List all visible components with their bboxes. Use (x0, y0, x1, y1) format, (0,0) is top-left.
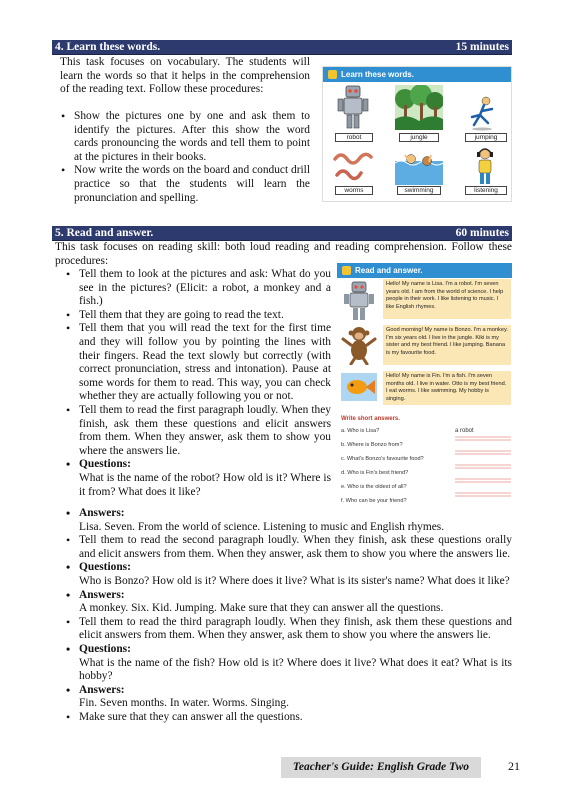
questions-3: What is the name of the fish? How old is it? Where does it live? What does it eat? What is its hobby? (79, 656, 512, 683)
list-item: • Tell them that they are going to read the text. (79, 309, 331, 323)
section-5-header (52, 226, 512, 241)
word-card-jungle: jungle (399, 133, 439, 142)
answer-lines (455, 435, 511, 505)
story-paragraph-1: Hello! My name is Lisa. I'm a robot. I'm seven years old. I am from the world of science. I help people in their work. I like listening to music. I like English rhymes. (383, 279, 511, 319)
monkey-icon (341, 325, 377, 365)
answers-1: Lisa. Seven. From the world of science. Listening to music and English rhymes. (79, 520, 445, 533)
listening-icon (471, 147, 499, 185)
answers-label: • Answers: (79, 684, 512, 698)
example-answer: a robot (455, 428, 474, 434)
list-item: • Tell them to read the third paragraph loudly. When they finish, ask them these questions and elicit answers from them. When they answer, ask them to show you where the answers lie. (79, 616, 512, 643)
questions-text-3 (79, 657, 512, 684)
list-item: • Tell them to look at the pictures and ask: What do you see in the pictures? (Elicit: a robot, a monkey and a fish.) (79, 268, 331, 309)
robot-icon (343, 281, 375, 321)
answers-2: A monkey. Six. Kid. Jumping. Make sure that they can answer all the questions. (79, 602, 444, 615)
answers-label: • Answers: (79, 589, 512, 603)
answers-3: Fin. Seven months. In water. Worms. Singing. (79, 697, 289, 710)
section-5-bullets-narrow (79, 268, 331, 499)
questions-label: • Questions: (79, 561, 512, 575)
list-item: • Tell them to read the first paragraph loudly. When they finish, ask them these questions and elicit answers from them. When they answer, ask them to show you where the answers lie. (79, 404, 331, 458)
worksheet-question-d: d. Who is Fin's best friend? (341, 470, 409, 476)
learn-words-figure (322, 66, 512, 202)
answers-text-1 (79, 521, 512, 535)
worksheet-question-e: e. Who is the oldest of all? (341, 484, 407, 490)
fish-icon (341, 373, 377, 401)
jungle-icon (395, 85, 443, 130)
questions-1: What is the name of the robot? How old is it? Where is it from? What does it like? (79, 471, 331, 498)
answers-text-2 (79, 602, 512, 616)
worksheet-question-b: b. Where is Bonzo from? (341, 442, 403, 448)
read-answer-figure-heading: Read and answer. (337, 263, 512, 278)
page-number: 21 (508, 759, 520, 773)
word-card-worms: worms (335, 186, 373, 195)
swimming-icon (395, 147, 443, 185)
section-5-title: 5. Read and answer. (55, 227, 154, 239)
questions-text-1 (79, 472, 331, 499)
section-4-intro: This task focuses on vocabulary. The students will learn the words so that it helps in the comprehension of the reading text. Follow these procedures: (60, 56, 310, 96)
worksheet-question-a: a. Who is Lisa? (341, 428, 380, 434)
questions-text-2 (79, 575, 512, 589)
section-4-header (52, 40, 512, 55)
learn-words-figure-heading: Learn these words. (323, 67, 511, 82)
read-answer-figure (337, 263, 512, 508)
list-item: • Now write the words on the board and conduct drill practice so that the students will learn the pronunciation and spelling. (74, 164, 310, 205)
worksheet-question-f: f. Who can be your friend? (341, 498, 407, 504)
questions-label: • Questions: (79, 458, 331, 472)
list-item: • Tell them to read the second paragraph loudly. When they finish, ask these questions orally and elicit answers from them. When they answer, ask them to show you where the answers lie. (79, 534, 512, 561)
story-paragraph-3: Hello! My name is Fin. I'm a fish. I'm seven months old. I live in water. Otto is my best friend. I eat worms. I like swimming. My hobby is singing. (383, 371, 511, 405)
word-card-listening: listening (465, 186, 507, 195)
section-4-title: 4. Learn these words. (55, 41, 161, 53)
section-5-time: 60 minutes (455, 227, 509, 239)
list-item: • Make sure that they can answer all the questions. (79, 711, 512, 725)
word-card-jumping: jumping (465, 133, 507, 142)
section-4-time: 15 minutes (455, 41, 509, 53)
story-paragraph-2: Good morning! My name is Bonzo. I'm a monkey. I'm six years old. I live in the jungle. Kiki is my sister and my best friend. I like jumping. Banana is my favourite food. (383, 325, 511, 365)
section-4-bullets (74, 110, 310, 205)
worksheet-question-c: c. What's Bonzo's favourite food? (341, 456, 424, 462)
list-item: • Show the pictures one by one and ask them to identify the pictures. After this show the word cards pronouncing the words and tell them to point at the pictures in their books. (74, 110, 310, 164)
worms-icon (331, 149, 375, 183)
questions-label: • Questions: (79, 643, 512, 657)
list-item: • Tell them that you will read the text for the first time and they will follow you by pointing the lines with their fingers. Read the text slowly but correctly (with correct pronunciation, stress and intonation). Pause at some words for them to read. This way, you can check whether they are actually following you or not. (79, 322, 331, 404)
jumping-icon (466, 95, 498, 131)
answers-text-3 (79, 697, 512, 711)
word-card-swimming: swimming (397, 186, 441, 195)
footer-book-title: Teacher's Guide: English Grade Two (281, 757, 481, 778)
robot-icon (337, 84, 369, 130)
word-card-robot: robot (335, 133, 373, 142)
section-5-bullets-wide (79, 507, 512, 725)
answers-label: • Answers: (79, 507, 512, 521)
write-answers-title: Write short answers. (341, 416, 400, 422)
questions-2: Who is Bonzo? How old is it? Where does it live? What is its sister's name? What does it like? (79, 574, 510, 587)
section-5-intro: This task focuses on reading skill: both loud reading and reading comprehension. Follow these procedures: (55, 241, 512, 267)
